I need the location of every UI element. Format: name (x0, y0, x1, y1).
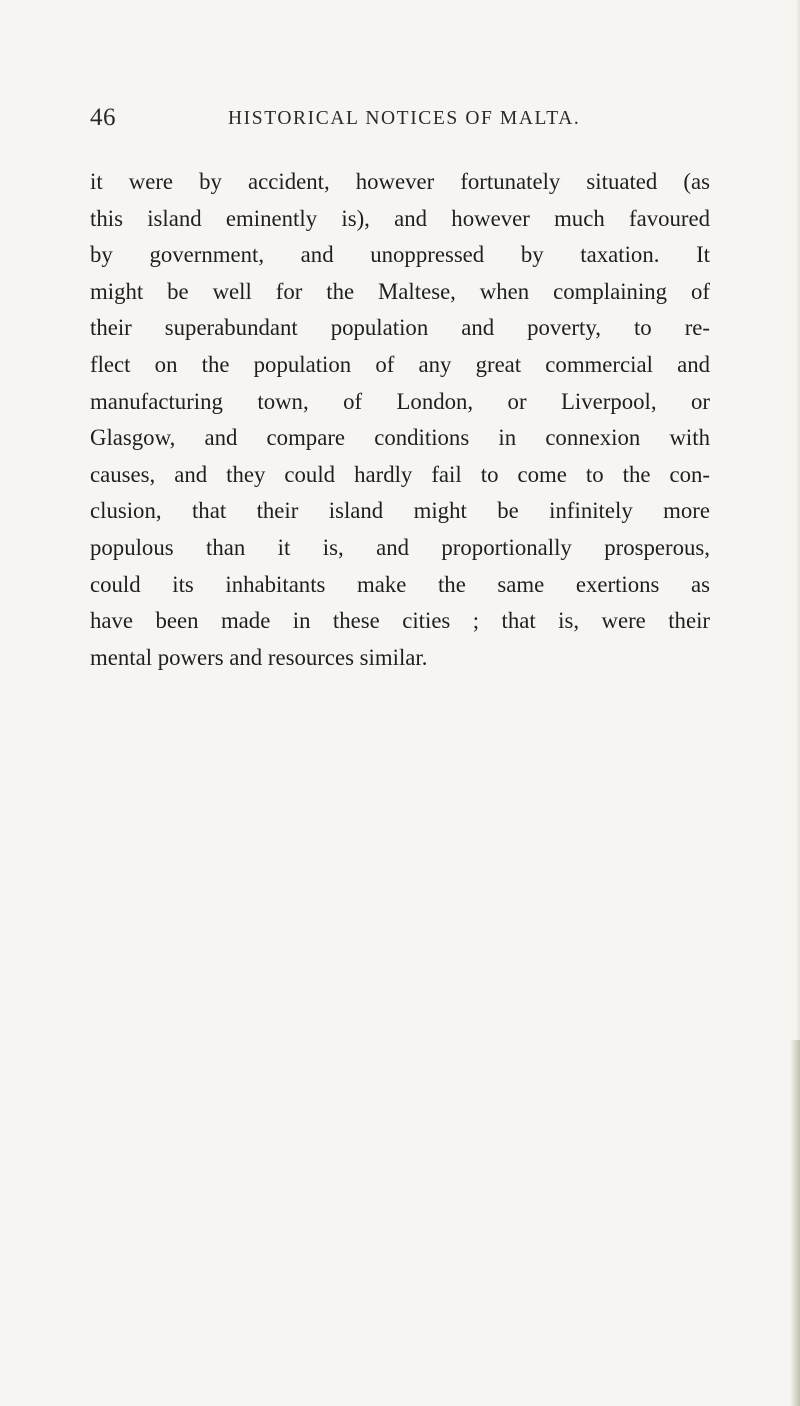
page-edge-shadow (790, 1040, 800, 1406)
text-line: manufacturing town, of London, or Liverpool, or (90, 388, 710, 414)
text-line: clusion, that their island might be infinitely more (90, 498, 710, 524)
page-edge-shading (796, 0, 800, 1040)
page-number: 46 (90, 104, 116, 131)
text-line: by government, and unoppressed by taxation. It (90, 242, 710, 268)
text-line-last: mental powers and resources similar. (90, 644, 428, 670)
text-line: could its inhabitants make the same exertions as (90, 571, 710, 597)
text-line: have been made in these cities ; that is, were their (90, 608, 710, 634)
page-header (90, 104, 710, 140)
text-line: their superabundant population and poverty, to re- (90, 315, 710, 341)
text-line: it were by accident, however fortunately situated (as (90, 169, 710, 194)
body-paragraph (90, 164, 710, 676)
running-head: HISTORICAL NOTICES OF MALTA. (228, 108, 581, 129)
text-line: causes, and they could hardly fail to come to the con- (90, 461, 710, 487)
text-line: populous than it is, and proportionally prosperous, (90, 534, 710, 560)
text-line: Glasgow, and compare conditions in connexion with (90, 425, 710, 451)
text-line: flect on the population of any great commercial and (90, 351, 710, 377)
text-line: might be well for the Maltese, when complaining of (90, 278, 710, 304)
text-line: this island eminently is), and however much favoured (90, 205, 710, 231)
